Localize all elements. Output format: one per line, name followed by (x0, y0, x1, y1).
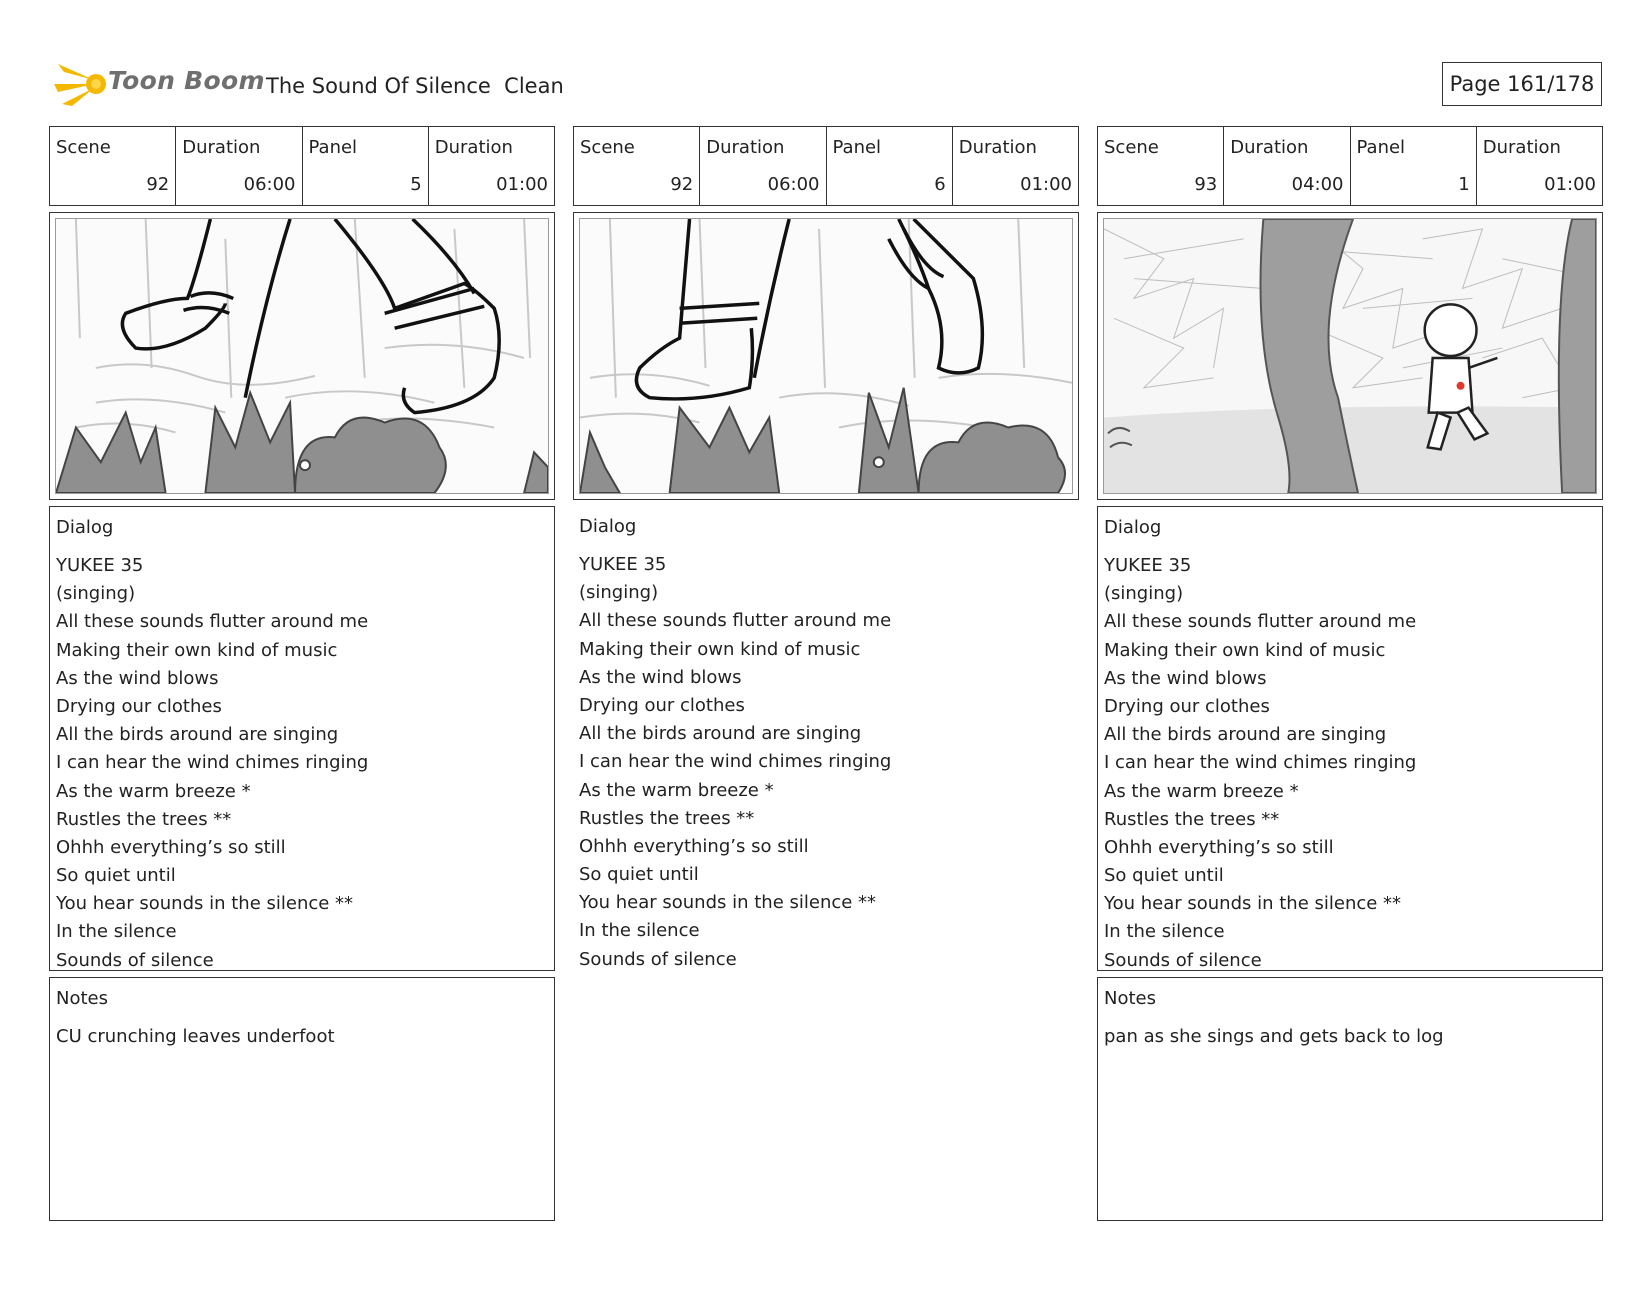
dialog-label: Dialog (579, 516, 637, 537)
brand-name: Toon Boom (108, 66, 265, 95)
dialog-line: As the warm breeze * (56, 780, 251, 802)
notes-label: Notes (56, 988, 108, 1009)
panel-label: Panel (308, 137, 358, 158)
duration-label: Duration (958, 137, 1037, 158)
dialog-line: All these sounds flutter around me (1104, 611, 1417, 633)
dialog-line: Ohhh everything’s so still (56, 836, 286, 858)
dialog-line: Rustles the trees ** (579, 807, 755, 829)
dialog-line: So quiet until (579, 864, 699, 886)
scene-label: Scene (56, 137, 111, 158)
dialog-line: I can hear the wind chimes ringing (56, 752, 369, 774)
scene-cell (574, 127, 699, 205)
dialog-line: Drying our clothes (56, 695, 222, 717)
scene-duration-cell (175, 127, 301, 205)
notes-text: CU crunching leaves underfoot (56, 1026, 335, 1047)
dialog-line: As the wind blows (1104, 667, 1267, 689)
panel-duration-cell (428, 127, 554, 205)
dialog-line: Ohhh everything’s so still (1104, 836, 1334, 858)
dialog-line: Rustles the trees ** (1104, 808, 1280, 830)
dialog-line: YUKEE 35 (1104, 555, 1192, 576)
scene-duration-cell (699, 127, 825, 205)
panel-number: 5 (410, 174, 422, 195)
panel-label: Panel (832, 137, 882, 158)
panel-duration: 01:00 (496, 174, 548, 195)
dialog-label: Dialog (1104, 517, 1162, 538)
dialog-line: I can hear the wind chimes ringing (579, 751, 892, 773)
panel-duration: 01:00 (1020, 174, 1072, 195)
dialog-line: You hear sounds in the silence ** (1104, 893, 1402, 915)
dialog-line: Making their own kind of music (1104, 639, 1386, 661)
dialog-line: As the wind blows (56, 667, 219, 689)
dialog-line: Making their own kind of music (56, 639, 338, 661)
dialog-line: (singing) (56, 583, 136, 605)
dialog-line: Rustles the trees ** (56, 808, 232, 830)
dialog-line: All the birds around are singing (579, 723, 862, 745)
dialog-line: All the birds around are singing (1104, 724, 1387, 746)
panel-image (1103, 218, 1597, 494)
scene-label: Scene (580, 137, 635, 158)
notes-label: Notes (1104, 988, 1156, 1009)
panel-image-frame (49, 212, 555, 500)
dialog-line: You hear sounds in the silence ** (56, 893, 354, 915)
dialog-box (49, 506, 555, 971)
panel-number: 6 (934, 174, 946, 195)
duration-label: Duration (706, 137, 785, 158)
storyboard-panel (573, 126, 1079, 971)
duration-label: Duration (1482, 137, 1561, 158)
scene-number: 93 (1194, 174, 1218, 195)
panel-duration: 01:00 (1544, 174, 1596, 195)
dialog-line: Ohhh everything’s so still (579, 835, 809, 857)
dialog-line: All these sounds flutter around me (56, 611, 369, 633)
toon-boom-logo-icon (54, 58, 114, 110)
dialog-line: As the warm breeze * (1104, 780, 1299, 802)
dialog-line: In the silence (56, 921, 177, 943)
scene-cell (50, 127, 175, 205)
scene-cell (1098, 127, 1223, 205)
duration-label: Duration (182, 137, 261, 158)
dialog-box (573, 506, 1079, 971)
panel-info-row (49, 126, 555, 206)
dialog-line: You hear sounds in the silence ** (579, 892, 877, 914)
panel-label: Panel (1356, 137, 1406, 158)
dialog-line: So quiet until (1104, 865, 1224, 887)
dialog-line: I can hear the wind chimes ringing (1104, 752, 1417, 774)
document-title: The Sound Of Silence Clean (266, 74, 564, 98)
scene-number: 92 (670, 174, 694, 195)
dialog-label: Dialog (56, 517, 114, 538)
dialog-line: All these sounds flutter around me (579, 610, 892, 632)
dialog-line: In the silence (579, 920, 700, 942)
panel-duration-cell (952, 127, 1078, 205)
page-number: Page 161/178 (1442, 62, 1602, 106)
panel-info-row (1097, 126, 1603, 206)
scene-duration: 06:00 (243, 174, 296, 195)
storyboard-panel (1097, 126, 1603, 1221)
notes-box (49, 977, 555, 1221)
dialog-line: Sounds of silence (579, 948, 737, 970)
panel-image (55, 218, 549, 494)
panel-duration-cell (1476, 127, 1602, 205)
panel-image (579, 218, 1073, 494)
dialog-line: All the birds around are singing (56, 724, 339, 746)
notes-box (1097, 977, 1603, 1221)
panel-number: 1 (1458, 174, 1470, 195)
notes-text: pan as she sings and gets back to log (1104, 1026, 1444, 1047)
scene-label: Scene (1104, 137, 1159, 158)
storyboard-panel (49, 126, 555, 1221)
dialog-line: As the wind blows (579, 666, 742, 688)
scene-number: 92 (146, 174, 170, 195)
dialog-line: So quiet until (56, 865, 176, 887)
panel-cell (1350, 127, 1476, 205)
dialog-line: (singing) (1104, 583, 1184, 605)
dialog-line: Drying our clothes (579, 694, 745, 716)
page-header (54, 58, 1614, 114)
panel-image-frame (573, 212, 1079, 500)
duration-label: Duration (1230, 137, 1309, 158)
panel-info-row (573, 126, 1079, 206)
dialog-line: Drying our clothes (1104, 695, 1270, 717)
dialog-box (1097, 506, 1603, 971)
panel-image-frame (1097, 212, 1603, 500)
dialog-line: Sounds of silence (56, 949, 214, 971)
dialog-line: Making their own kind of music (579, 638, 861, 660)
scene-duration: 04:00 (1291, 174, 1344, 195)
dialog-line: In the silence (1104, 921, 1225, 943)
scene-duration: 06:00 (767, 174, 820, 195)
dialog-line: (singing) (579, 582, 659, 604)
panel-cell (826, 127, 952, 205)
duration-label: Duration (434, 137, 513, 158)
dialog-line: YUKEE 35 (579, 554, 667, 575)
dialog-line: YUKEE 35 (56, 555, 144, 576)
panel-cell (302, 127, 428, 205)
dialog-line: Sounds of silence (1104, 949, 1262, 971)
scene-duration-cell (1223, 127, 1349, 205)
dialog-line: As the warm breeze * (579, 779, 774, 801)
